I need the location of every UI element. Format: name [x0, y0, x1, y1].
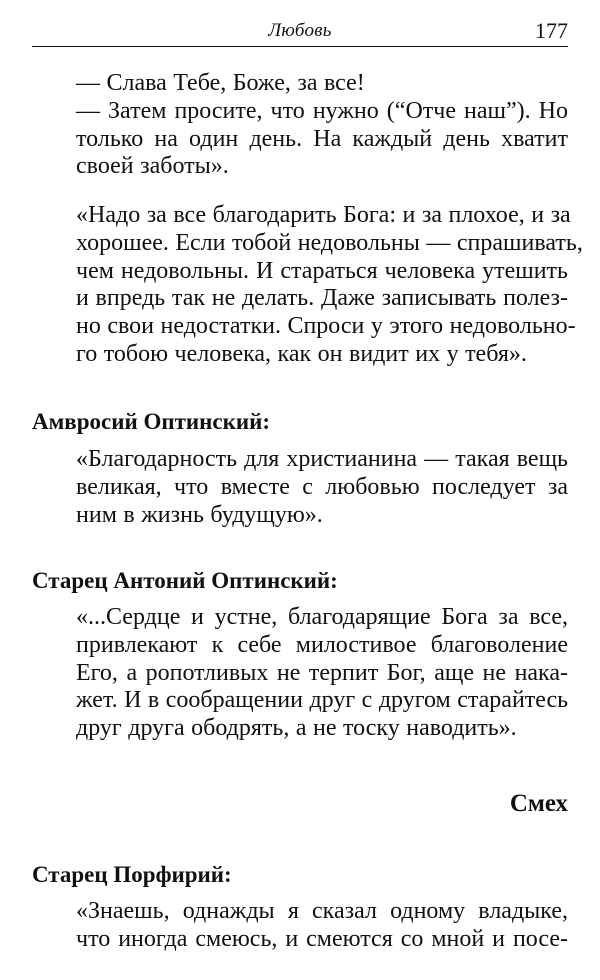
running-title: Любовь: [268, 20, 332, 41]
text-line: «Знаешь, однажды я сказал одному владыке,: [76, 898, 568, 924]
text-line: что иногда смеюсь, и смеются со мной и посе-: [76, 925, 568, 952]
text-line: ним в жизнь будущую».: [76, 501, 323, 528]
text-line: но свои недостатки. Спроси у этого недовольно-: [76, 313, 576, 340]
text-line: чем недовольны. И стараться человека утешить: [76, 257, 568, 284]
text-line: хорошее. Если тобой недовольны — спрашивать,: [76, 229, 583, 256]
text-line: привлекают к себе милостивое благоволение: [76, 631, 568, 658]
text-line: го тобою человека, как он видит их у тебя».: [76, 340, 527, 367]
paragraph-2: [76, 202, 583, 369]
text-line: друг друга ободрять, а не тоску наводить».: [76, 715, 517, 742]
text-line: своей заботы».: [76, 153, 229, 180]
text-line: «Надо за все благодарить Бога: и за плохое, и за: [76, 202, 571, 228]
text-line: и впредь так не делать. Даже записывать полез-: [76, 285, 568, 312]
text-line: только на один день. На каждый день хватит: [76, 125, 568, 152]
author-porphyrios: Старец Порфирий:: [32, 862, 232, 887]
author-anthony: Старец Антоний Оптинский:: [32, 568, 338, 593]
text-line: Его, а ропотливых не терпит Бог, аще не нака-: [76, 659, 568, 686]
running-header: [32, 18, 568, 48]
text-line: «...Сердце и устне, благодарящие Бога за все,: [76, 604, 568, 630]
paragraph-1: [76, 70, 568, 181]
paragraph-4: [76, 604, 568, 743]
page-number: 177: [535, 18, 568, 43]
text-line: «Благодарность для христианина — такая вещь: [76, 446, 568, 472]
section-title: Смех: [509, 790, 568, 817]
paragraph-3: [76, 446, 568, 529]
paragraph-5: [76, 898, 568, 954]
author-ambrose: Амвросий Оптинский:: [32, 409, 271, 434]
text-line: — Слава Тебе, Боже, за все!: [76, 70, 365, 96]
text-line: великая, что вместе с любовью последует за: [76, 473, 568, 500]
header-rule: [32, 46, 568, 47]
text-line: жет. И в сообращении друг с другом старайтесь: [76, 687, 569, 714]
text-line: — Затем просите, что нужно (“Отче наш”). Но: [76, 97, 568, 124]
